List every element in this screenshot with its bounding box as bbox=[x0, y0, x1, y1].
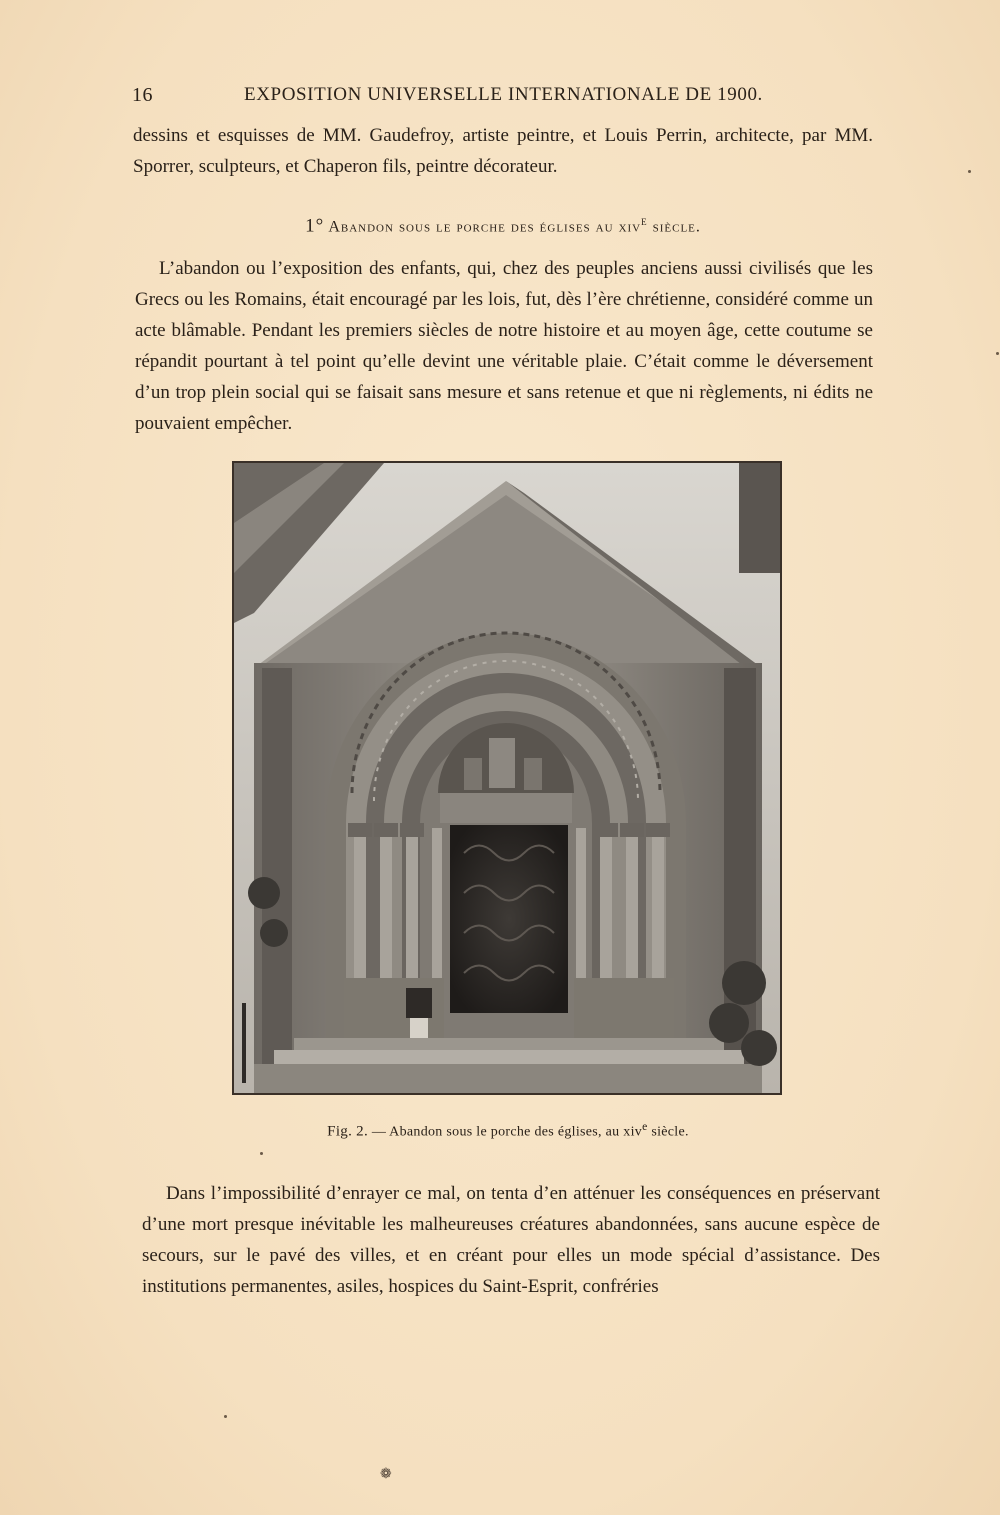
caption-end: siècle. bbox=[647, 1124, 689, 1140]
section-title-sup: e bbox=[641, 213, 648, 228]
page-header bbox=[132, 84, 872, 112]
paragraph-1: L’abandon ou l’exposition des enfants, qui, chez des peuples anciens aussi civilisés que les Grecs ou les Romains, était encouragé par les lois, fut, dès l’ère chrétienne, considéré comme un acte blâmable. Pendant les premiers siècles de notre histoire et au moyen âge, cette coutume se répandit pourtant à tel point qu’elle devint une véritable plaie. C’était comme le déversement d’un trop plein social qui se faisait sans mesure et sans retenue et que ni règlements, ni édits ne pouvaient empêcher. bbox=[135, 258, 873, 434]
figure-photo-church-portal bbox=[232, 461, 782, 1095]
paper-speck bbox=[260, 1152, 263, 1155]
paper-speck bbox=[996, 352, 999, 355]
footer-ornament: ❁ bbox=[380, 1467, 392, 1482]
caption-text: — Abandon sous le porche des églises, au xiv bbox=[368, 1124, 643, 1140]
section-number: 1° bbox=[305, 215, 325, 237]
caption-label: Fig. 2. bbox=[327, 1123, 369, 1140]
page-number: 16 bbox=[132, 84, 153, 106]
section-title: Abandon sous le porche des églises au xiv bbox=[328, 218, 642, 236]
section-heading bbox=[133, 213, 873, 237]
paper-speck bbox=[968, 170, 971, 173]
paper-speck bbox=[224, 1415, 227, 1418]
caption-sup: e bbox=[642, 1120, 648, 1133]
section-title-end: siècle. bbox=[647, 218, 701, 236]
church-portal-illustration bbox=[234, 463, 780, 1093]
running-head: EXPOSITION UNIVERSELLE INTERNATIONALE DE 1900. bbox=[244, 84, 763, 105]
figure-caption bbox=[233, 1120, 783, 1141]
paragraph-2: Dans l’impossibilité d’enrayer ce mal, on tenta d’en atténuer les conséquences en préservant d’une mort presque inévitable les malheureuses créatures abandonnées, sans aucune espèce de secours, sur le pavé des villes, et en créant pour elles un mode spécial d’assistance. Des institutions permanentes, asiles, hospices du Saint-Esprit, confréries bbox=[142, 1183, 880, 1297]
paragraph-top: dessins et esquisses de MM. Gaudefroy, artiste peintre, et Louis Perrin, architecte, par MM. Sporrer, sculpteurs, et Chaperon fils, peintre décorateur. bbox=[133, 125, 873, 177]
